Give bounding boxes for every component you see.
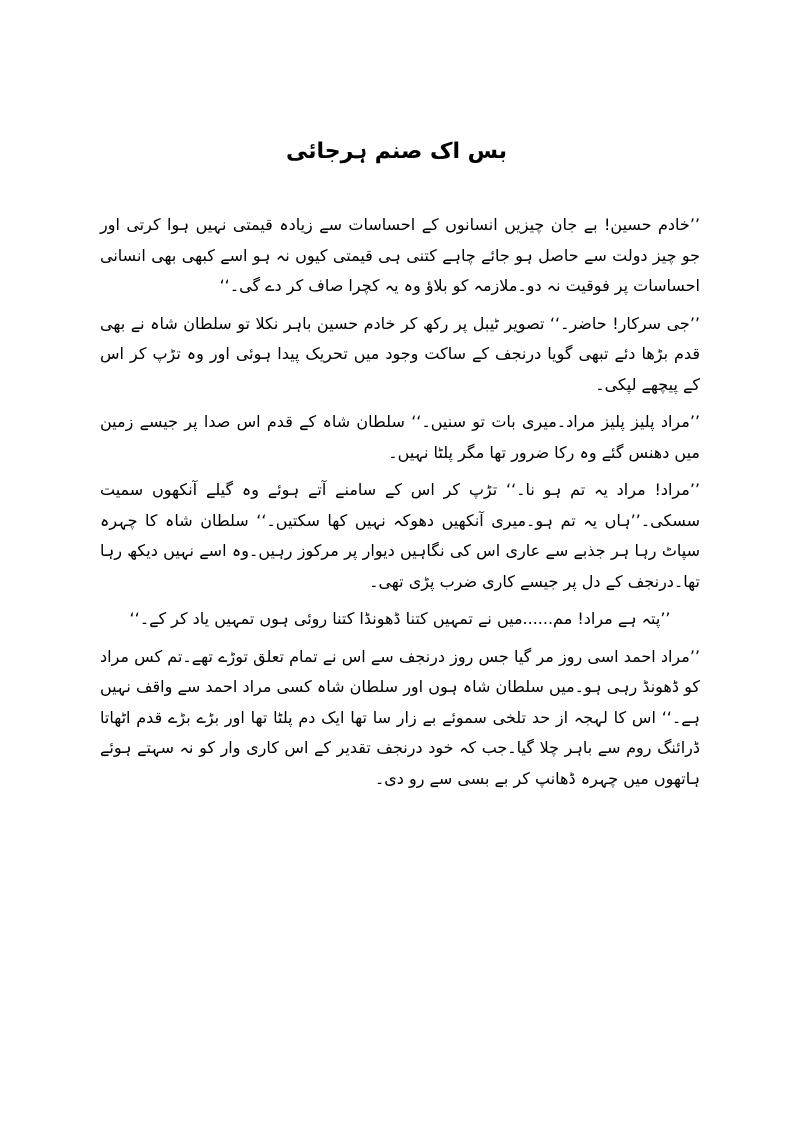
paragraph-3: ’’مراد پلیز پلیز مراد۔میری بات تو سنیں۔‘‘ سلطان شاہ کے قدم اس صدا پر جیسے زمین میں دھنس گئے وہ رکا ضرور تھا مگر پلٹا نہیں۔	[100, 412, 700, 462]
chapter-title: بس اک صنم ہرجائی	[285, 139, 508, 164]
body-text	[100, 210, 700, 801]
paragraph-6: ’’مراد احمد اسی روز مر گیا جس روز درنجف سے اس نے تمام تعلق توڑے تھے۔تم کس مراد کو ڈھونڈ رہی ہو۔میں سلطان شاہ ہوں اور سلطان شاہ کسی مراد احمد سے واقف نہیں ہے۔‘‘ اس کا لہجہ از حد تلخی سموئے بے زار سا تھا ایک دم پلٹا تھا اور بڑے بڑے قدم اٹھاتا ڈرائنگ روم سے باہر چلا گیا۔جب کہ خود درنجف تقدیر کے اس کاری وار کو نہ سہتے ہوئے ہاتھوں میں چہرہ ڈھانپ کر بے بسی سے رو دی۔	[100, 646, 700, 788]
paragraph-5: ’’پتہ ہے مراد! مم......میں نے تمہیں کتنا ڈھونڈا کتنا روئی ہوں تمہیں یاد کر کے۔‘‘	[129, 609, 671, 628]
paragraph-1: ’’خادم حسین! بے جان چیزیں انسانوں کے احساسات سے زیادہ قیمتی نہیں ہوا کرتی اور جو چیز دولت سے حاصل ہو جائے چاہے کتنی ہی قیمتی کیوں نہ ہو اسے کبھی بھی انسانی احساسات پر فوقیت نہ دو۔ملازمہ کو بلاؤ وہ یہ کچرا صاف کر دے گی۔‘‘	[100, 215, 700, 295]
paragraph-2: ’’جی سرکار! حاضر۔‘‘ تصویر ٹیبل پر رکھ کر خادم حسین باہر نکلا تو سلطان شاہ نے بھی قدم بڑھا دئے تبھی گویا درنجف کے ساکت وجود میں تحریک پیدا ہوئی اور وہ تڑپ کر اس کے پیچھے لپکی۔	[100, 313, 700, 394]
paragraph-4: ’’مراد! مراد یہ تم ہو نا۔‘‘ تڑپ کر اس کے سامنے آتے ہوئے وہ گیلے آنکھوں سمیت سسکی۔’’ہاں یہ تم ہو۔میری آنکھیں دھوکہ نہیں کھا سکتیں۔‘‘ سلطان شاہ کا چہرہ سپاٹ رہا ہر جذبے سے عاری اس کی نگاہیں دیوار پر مرکوز رہیں۔وہ اسے نہیں دیکھ رہا تھا۔درنجف کے دل پر جیسے کاری ضرب پڑی تھی۔	[100, 480, 700, 591]
